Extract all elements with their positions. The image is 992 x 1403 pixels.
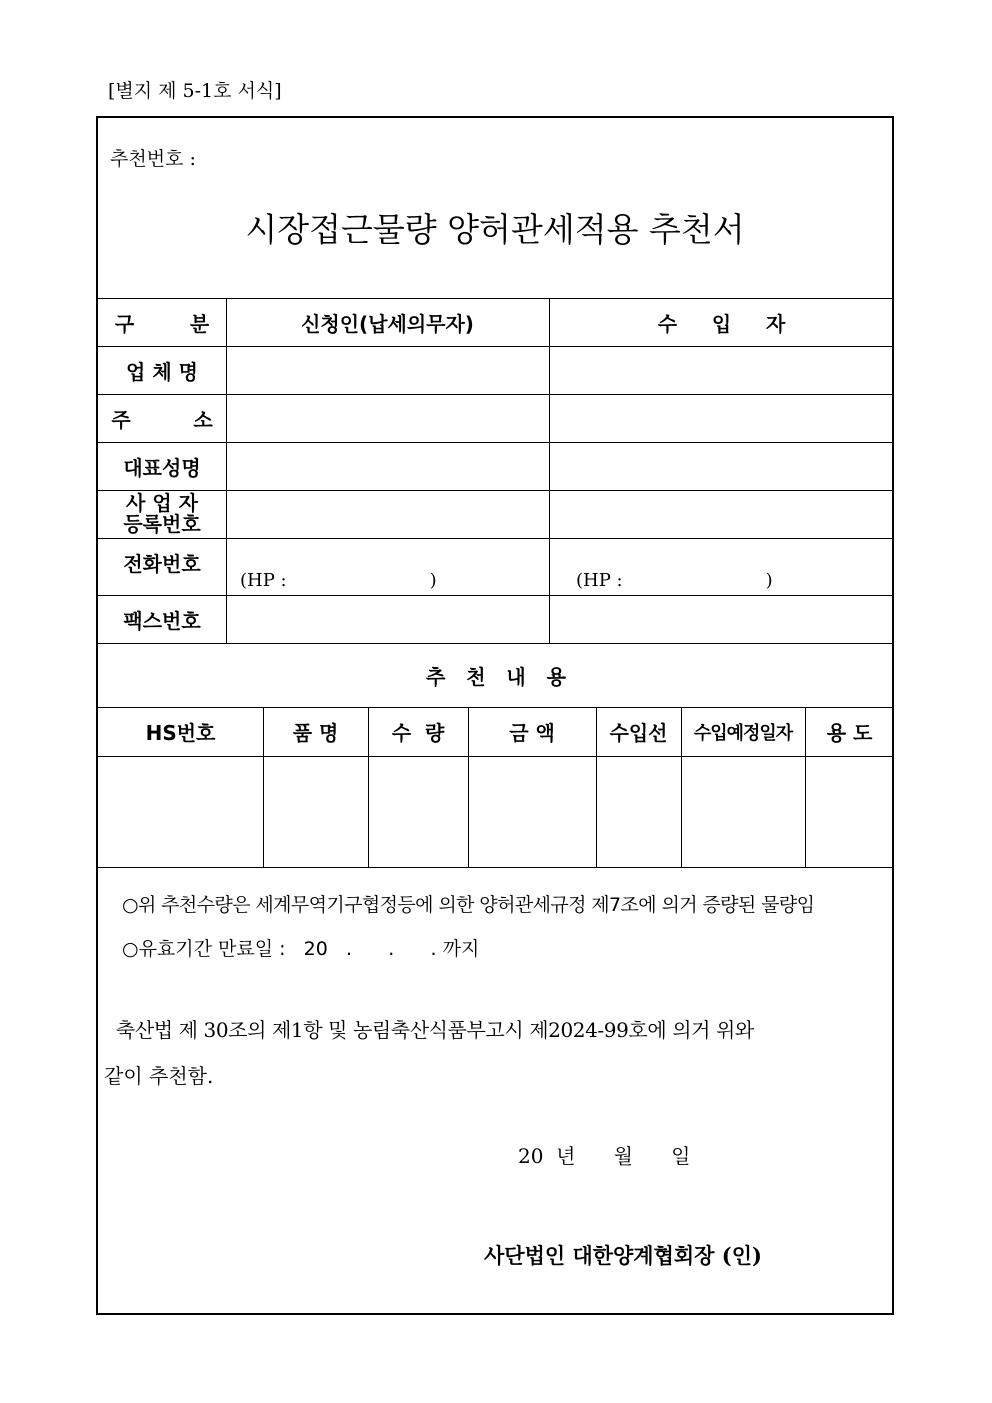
column-rule (226, 298, 227, 643)
statement-line-2: 같이 추천함. (104, 1064, 214, 1088)
importer-hp-field: (HP : ) (576, 570, 773, 591)
column-rule (549, 298, 550, 643)
header-category: 구 분 (114, 311, 210, 336)
header-applicant: 신청인(납세의무자) (301, 311, 474, 336)
row-label-business-reg-no: 사 업 자 등록번호 (123, 491, 201, 536)
col-origin: 수입선 (609, 721, 668, 745)
row-label-company-name: 업 체 명 (126, 359, 198, 384)
row-rule (98, 867, 892, 868)
header-importer: 수 입 자 (657, 311, 786, 336)
note-quantity: ○위 추천수량은 세계무역기구협정등에 의한 양허관세규정 제7조에 의거 증량된 물량임 (122, 894, 815, 916)
col-quantity: 수 량 (391, 721, 445, 745)
col-expected-import-date: 수입예정일자 (693, 722, 793, 744)
col-amount: 금 액 (509, 721, 555, 745)
issuer-signature: 사단법인 대한양계협회장 (인) (484, 1243, 762, 1268)
recommendation-number-label: 추천번호 : (110, 148, 196, 170)
col-hs-number: HS번호 (145, 721, 216, 745)
form-number-label: [별지 제 5-1호 서식] (108, 80, 282, 102)
recommendation-heading: 추 천 내 용 (426, 664, 566, 689)
row-label-fax: 팩스번호 (123, 608, 201, 633)
statement-line-1: 축산법 제 30조의 제1항 및 농림축산식품부고시 제2024-99호에 의거 위와 (104, 1018, 754, 1042)
applicant-hp-field: (HP : ) (240, 570, 437, 591)
row-label-address: 주 소 (111, 407, 213, 432)
row-label-phone: 전화번호 (123, 551, 201, 576)
document-title: 시장접근물량 양허관세적용 추천서 (245, 210, 745, 249)
col-item-name: 품 명 (292, 721, 339, 745)
note-validity: ○유효기간 만료일 : 20 . . . 까지 (122, 938, 480, 960)
recommendation-form (96, 116, 894, 1315)
issue-date: 20 년 월 일 (518, 1144, 691, 1168)
row-rule (98, 756, 892, 757)
row-label-representative: 대표성명 (123, 455, 201, 480)
col-usage: 용 도 (826, 721, 873, 745)
